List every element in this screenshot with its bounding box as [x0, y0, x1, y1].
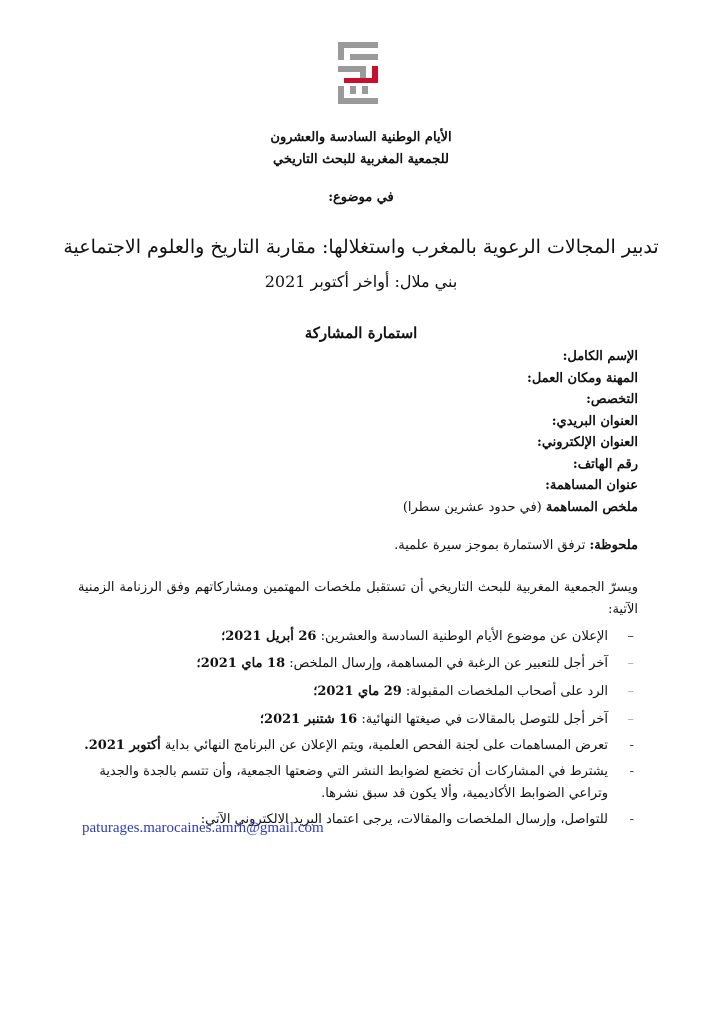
dash-bullet-icon: -	[629, 812, 634, 827]
item-text: الرد على أصحاب الملخصات المقبولة:	[401, 684, 608, 699]
field-profession: المهنة ومكان العمل:	[527, 370, 638, 386]
field-phone: رقم الهاتف:	[572, 456, 638, 472]
schedule-list	[73, 626, 638, 831]
list-item	[73, 761, 638, 805]
item-text: الإعلان عن موضوع الأيام الوطنية السادسة والعشرين:	[316, 629, 608, 644]
item-text: للتواصل، وإرسال الملخصات والمقالات، يرجى اعتماد البريد الالكتروني الآتي:	[200, 812, 608, 827]
dash-bullet-icon: -	[629, 764, 634, 779]
item-date: 29 ماي 2021؛	[313, 684, 402, 699]
item-text: آخر أجل للتعبير عن الرغبة في المساهمة، وإرسال الملخص:	[285, 656, 608, 671]
list-item	[73, 653, 638, 675]
field-postal-address: العنوان البريدي:	[551, 413, 638, 429]
participation-form	[78, 346, 638, 518]
summary-note: (في حدود عشرين سطرا)	[402, 499, 542, 515]
form-title: استمارة المشاركة	[304, 324, 418, 342]
list-item	[73, 681, 638, 703]
summary-label: ملخص المساهمة	[545, 499, 638, 515]
item-date: أكتوبر 2021.	[84, 738, 161, 753]
field-specialty: التخصص:	[586, 392, 638, 407]
item-date: 26 أبريل 2021؛	[221, 629, 317, 644]
dash-bullet-icon: –	[627, 684, 634, 699]
association-logo	[338, 42, 378, 104]
field-contribution-title: عنوان المساهمة:	[545, 478, 638, 493]
heading-line-2: للجمعية المغربية للبحث التاريخي	[273, 152, 449, 167]
field-full-name: الإسم الكامل:	[562, 349, 638, 364]
dash-bullet-icon: –	[627, 656, 634, 671]
heading-line-1: الأيام الوطنية السادسة والعشرون	[270, 130, 452, 145]
remark-text: ترفق الاستمارة بموجز سيرة علمية.	[394, 538, 586, 553]
event-title: تدبير المجالات الرعوية بالمغرب واستغلالها: مقاربة التاريخ والعلوم الاجتماعية	[63, 236, 659, 258]
list-item	[73, 735, 638, 757]
contact-email-link[interactable]: paturages.marocaines.amrh@gmail.com	[82, 820, 324, 836]
item-text: يشترط في المشاركات أن تخضع لضوابط النشر التي وضعتها الجمعية، وأن تتسم بالجدة والجدية وتراعي الضوابط الأكاديمية، وألا يكون قد سبق نشرها.	[99, 764, 608, 801]
item-text: تعرض المساهمات على لجنة الفحص العلمية، ويتم الإعلان عن البرنامج النهائي بداية	[160, 738, 608, 753]
item-text: آخر أجل للتوصل بالمقالات في صيغتها النهائية:	[357, 712, 608, 727]
dash-bullet-icon: -	[629, 738, 634, 753]
list-item	[73, 626, 638, 648]
topic-label: في موضوع:	[328, 190, 394, 205]
schedule-intro: ويسرّ الجمعية المغربية للبحث التاريخي أن تستقبل ملخصات المهتمين ومشاركاتهم وفق الرزنامة الزمنية الآتية:	[78, 580, 638, 617]
organizer-heading	[60, 127, 662, 171]
item-date: 16 شتنبر 2021؛	[259, 712, 358, 727]
list-item	[73, 709, 638, 731]
event-place-date: بني ملال: أواخر أكتوبر 2021	[264, 272, 458, 291]
dash-bullet-icon: –	[627, 712, 634, 727]
item-date: 18 ماي 2021؛	[196, 656, 286, 671]
field-summary	[78, 497, 638, 519]
remark	[78, 538, 638, 553]
remark-label: ملحوظة:	[589, 538, 638, 553]
field-email-address: العنوان الإلكتروني:	[537, 435, 638, 450]
dash-bullet-icon: –	[627, 629, 634, 644]
